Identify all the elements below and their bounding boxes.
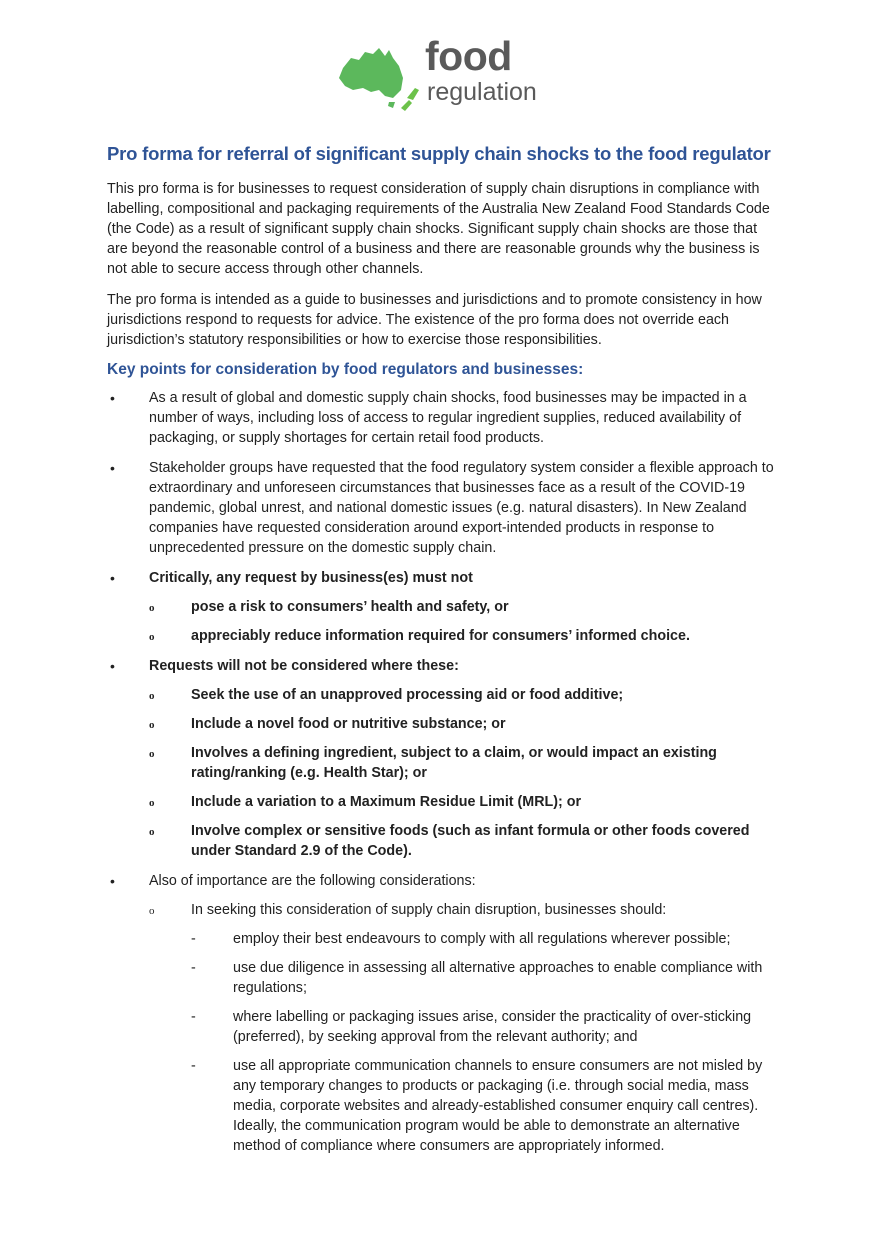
logo-word-regulation: regulation [427, 78, 537, 106]
intro-paragraph-1: This pro forma is for businesses to request consideration of supply chain disruptions in compliance with labelling, compositional and packaging requirements of the Australia New Zealand Food Standards Code (the Code) as a result of significant supply chain shocks. Significant supply chain shocks are those that are beyond the reasonable control of a business and there are reasonable grounds why the business is not able to secure access through other channels. [107, 181, 770, 277]
logo-word-food: food [425, 33, 512, 79]
bullet-icon: • [110, 658, 115, 674]
list-item [149, 821, 775, 861]
document-body [107, 143, 775, 1166]
not-considered-list [149, 685, 775, 861]
sub-point-text: appreciably reduce information required for consumers’ informed choice. [191, 628, 690, 644]
point-text: Stakeholder groups have requested that the food regulatory system consider a flexible approach to extraordinary and unforeseen circumstances that businesses face as a result of the COVID-19 pandemic, global unrest, and national domestic issues (e.g. natural disasters). In New Zealand companies have requested consideration around export-intended products in response to unprecedented pressure on the domestic supply chain. [149, 460, 774, 556]
sub-point-text: Involve complex or sensitive foods (such as infant formula or other foods covered under Standard 2.9 of the Code). [191, 823, 750, 859]
food-regulation-logo [335, 33, 550, 112]
list-item [149, 714, 775, 734]
list-item [149, 626, 775, 646]
should-text: use due diligence in assessing all alternative approaches to enable compliance with regulations; [233, 960, 763, 996]
list-item [107, 871, 775, 1156]
sub-point-text: Involves a defining ingredient, subject to a claim, or would impact an existing rating/ranking (e.g. Health Star); or [191, 745, 717, 781]
point-text: Requests will not be considered where these: [149, 658, 459, 674]
sub-bullet-icon: o [149, 748, 155, 760]
bullet-icon: • [110, 570, 115, 586]
list-item [107, 458, 775, 558]
intro-paragraph-2: The pro forma is intended as a guide to businesses and jurisdictions and to promote consistency in how jurisdictions respond to requests for advice. The existence of the pro forma does not override each jurisdiction’s statutory responsibilities or how to exercise those responsibilities. [107, 292, 762, 348]
sub-bullet-icon: o [149, 905, 155, 917]
dash-bullet-icon: - [191, 931, 196, 947]
sub-bullet-icon: o [149, 631, 155, 643]
list-item [149, 685, 775, 705]
sub-bullet-icon: o [149, 826, 155, 838]
bullet-icon: • [110, 873, 115, 889]
page-title: Pro forma for referral of significant supply chain shocks to the food regulator [107, 143, 771, 164]
sub-point-text: Seek the use of an unapproved processing aid or food additive; [191, 687, 624, 703]
list-item [149, 792, 775, 812]
should-text: where labelling or packaging issues arise, consider the practicality of over-sticking (preferred), by seeking approval from the relevant authority; and [233, 1009, 752, 1045]
should-text: employ their best endeavours to comply with all regulations wherever possible; [233, 931, 731, 947]
sub-point-text: In seeking this consideration of supply chain disruption, businesses should: [191, 902, 667, 918]
importance-list [149, 900, 775, 1156]
sub-bullet-icon: o [149, 797, 155, 809]
list-item [191, 929, 775, 949]
dash-bullet-icon: - [191, 960, 196, 976]
sub-bullet-icon: o [149, 719, 155, 731]
dash-bullet-icon: - [191, 1009, 196, 1025]
dash-bullet-icon: - [191, 1058, 196, 1074]
should-text: use all appropriate communication channels to ensure consumers are not misled by any temporary changes to products or packaging (i.e. through social media, mass media, corporate websites and already-established consumer enquiry call centres). Ideally, the communication program would be able to demonstrate an alternative method of compliance where consumers are appropriately informed. [233, 1058, 763, 1154]
point-text: As a result of global and domestic supply chain shocks, food businesses may be impacted in a number of ways, including loss of access to regular ingredient supplies, reduced availability of packaging, or supply shortages for certain retail food products. [149, 390, 747, 446]
list-item [107, 568, 775, 646]
must-not-list [149, 597, 775, 646]
sub-bullet-icon: o [149, 690, 155, 702]
list-item [191, 1007, 775, 1047]
list-item [149, 900, 775, 1156]
key-points-heading: Key points for consideration by food regulators and businesses: [107, 361, 584, 378]
list-item [107, 656, 775, 861]
bullet-icon: • [110, 390, 115, 406]
bullet-icon: • [110, 460, 115, 476]
list-item [191, 1056, 775, 1156]
sub-bullet-icon: o [149, 602, 155, 614]
sub-point-text: Include a variation to a Maximum Residue Limit (MRL); or [191, 794, 582, 810]
list-item [149, 597, 775, 617]
australia-map-icon [335, 44, 425, 114]
should-list [191, 929, 775, 1156]
point-text: Also of importance are the following considerations: [149, 873, 476, 889]
key-points-list [107, 388, 775, 1156]
sub-point-text: Include a novel food or nutritive substance; or [191, 716, 506, 732]
list-item [191, 958, 775, 998]
list-item [149, 743, 775, 783]
point-text: Critically, any request by business(es) must not [149, 570, 473, 586]
sub-point-text: pose a risk to consumers’ health and safety, or [191, 599, 509, 615]
list-item [107, 388, 775, 448]
